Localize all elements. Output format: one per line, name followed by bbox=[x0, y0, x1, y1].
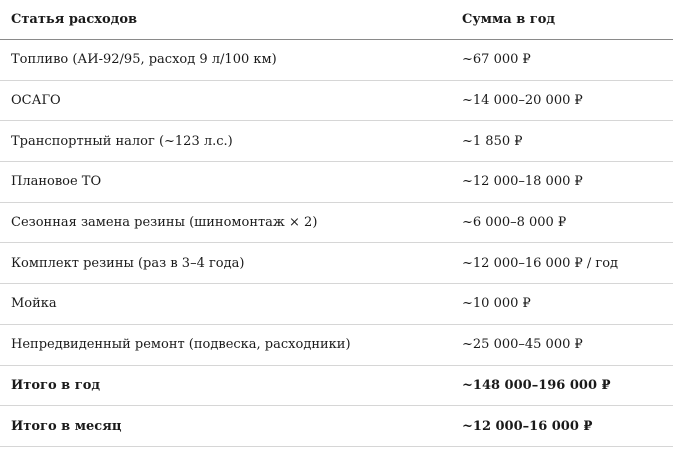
row-sum-value: ~67 000 ₽ bbox=[462, 52, 531, 68]
row-item-label: Мойка bbox=[11, 296, 57, 312]
row-item-label: Топливо (АИ-92/95, расход 9 л/100 км) bbox=[11, 52, 277, 68]
table-row bbox=[0, 121, 673, 162]
table-row bbox=[0, 284, 673, 325]
row-sum-value: ~6 000–8 000 ₽ bbox=[462, 215, 567, 231]
row-sum-value: ~14 000–20 000 ₽ bbox=[462, 93, 583, 109]
table-row bbox=[0, 243, 673, 284]
row-sum-value: ~1 850 ₽ bbox=[462, 133, 523, 149]
total-row-month bbox=[0, 406, 673, 447]
row-sum-value: ~10 000 ₽ bbox=[462, 296, 531, 312]
row-sum-value: ~25 000–45 000 ₽ bbox=[462, 337, 583, 353]
total-value: ~148 000–196 000 ₽ bbox=[462, 377, 611, 393]
row-item-label: Плановое ТО bbox=[11, 174, 102, 190]
total-row-year bbox=[0, 366, 673, 407]
row-item-label: Транспортный налог (~123 л.с.) bbox=[11, 133, 233, 149]
column-header-sum: Сумма в год bbox=[462, 12, 556, 27]
row-item-label: Сезонная замена резины (шиномонтаж × 2) bbox=[11, 215, 318, 231]
table-row bbox=[0, 162, 673, 203]
row-item-label: Комплект резины (раз в 3–4 года) bbox=[11, 255, 245, 271]
table-row bbox=[0, 203, 673, 244]
row-sum-value: ~12 000–18 000 ₽ bbox=[462, 174, 583, 190]
total-value: ~12 000–16 000 ₽ bbox=[462, 418, 593, 434]
table-row bbox=[0, 40, 673, 81]
total-label: Итого в год bbox=[11, 377, 101, 393]
row-sum-value: ~12 000–16 000 ₽ / год bbox=[462, 255, 619, 271]
table-header-row bbox=[0, 0, 673, 40]
total-label: Итого в месяц bbox=[11, 418, 122, 434]
row-item-label: Непредвиденный ремонт (подвеска, расходники) bbox=[11, 337, 351, 353]
table-row bbox=[0, 81, 673, 122]
column-header-item: Статья расходов bbox=[11, 12, 138, 27]
table-row bbox=[0, 325, 673, 366]
row-item-label: ОСАГО bbox=[11, 93, 61, 109]
